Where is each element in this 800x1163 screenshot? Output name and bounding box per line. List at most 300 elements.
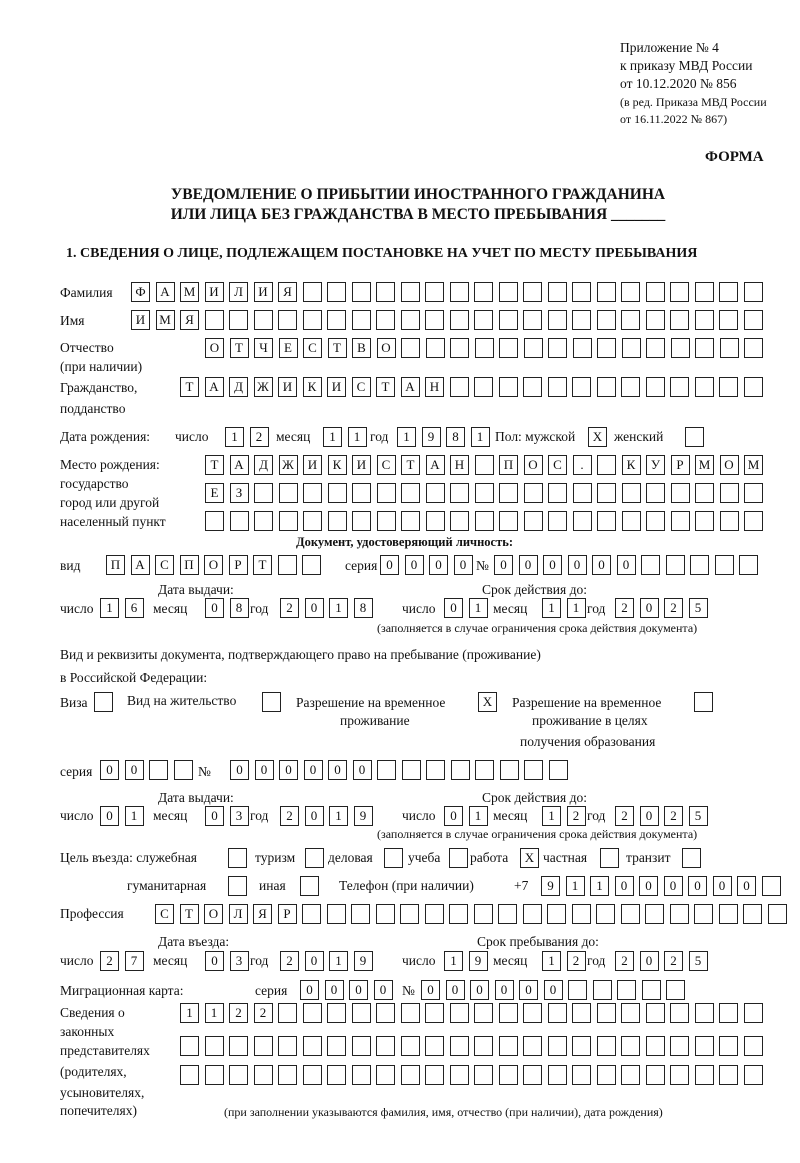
char-box-legal3[interactable] (499, 1065, 518, 1085)
char-box-citizenship[interactable]: Д (229, 377, 248, 397)
char-box-legal1[interactable] (695, 1003, 714, 1023)
char-box-rIssYear[interactable]: 9 (354, 806, 373, 826)
char-box-profession[interactable]: О (204, 904, 223, 924)
char-box-migNumber[interactable]: 0 (495, 980, 514, 1000)
char-box-pob1[interactable]: Ж (279, 455, 298, 475)
char-box-patronymic[interactable]: С (303, 338, 322, 358)
char-box-legal3[interactable] (303, 1065, 322, 1085)
char-box-surname[interactable] (401, 282, 420, 302)
char-box-profession[interactable] (425, 904, 444, 924)
char-box-pob2[interactable]: Е (205, 483, 224, 503)
char-box-dobYear[interactable]: 9 (422, 427, 441, 447)
char-box-legal2[interactable] (670, 1036, 689, 1056)
char-box-citizenship[interactable] (621, 377, 640, 397)
char-box-patronymic[interactable]: О (377, 338, 396, 358)
char-box-name[interactable] (450, 310, 469, 330)
char-box-legal3[interactable] (278, 1065, 297, 1085)
char-box-surname[interactable] (523, 282, 542, 302)
char-box-legal2[interactable] (474, 1036, 493, 1056)
char-box-pob3[interactable] (671, 511, 690, 531)
char-box-surname[interactable]: М (180, 282, 199, 302)
char-box-rIssDay[interactable]: 1 (125, 806, 144, 826)
char-box-legal2[interactable] (744, 1036, 763, 1056)
char-box-phone[interactable]: 9 (541, 876, 560, 896)
char-box-legal3[interactable] (180, 1065, 199, 1085)
char-box-entYear[interactable]: 0 (305, 951, 324, 971)
char-box-migSeries[interactable]: 0 (349, 980, 368, 1000)
char-box-pob1[interactable]: Н (450, 455, 469, 475)
char-box-rNumber[interactable] (377, 760, 396, 780)
char-box-citizenship[interactable]: К (303, 377, 322, 397)
char-box-pob3[interactable] (450, 511, 469, 531)
char-box-legal3[interactable] (450, 1065, 469, 1085)
char-box-valYear[interactable]: 0 (640, 598, 659, 618)
char-box-rNumber[interactable]: 0 (230, 760, 249, 780)
char-box-entYear[interactable]: 1 (329, 951, 348, 971)
char-box-surname[interactable] (327, 282, 346, 302)
char-box-legal3[interactable] (646, 1065, 665, 1085)
char-box-legal2[interactable] (548, 1036, 567, 1056)
char-box-stayYear[interactable]: 2 (664, 951, 683, 971)
char-box-profession[interactable]: Л (229, 904, 248, 924)
char-box-profession[interactable] (498, 904, 517, 924)
char-box-legal1[interactable] (719, 1003, 738, 1023)
char-box-migNumber[interactable] (617, 980, 636, 1000)
char-box-rValYear[interactable]: 2 (615, 806, 634, 826)
char-box-citizenship[interactable] (719, 377, 738, 397)
char-box-pob1[interactable]: Р (671, 455, 690, 475)
char-box-legal2[interactable] (597, 1036, 616, 1056)
char-box-pob3[interactable] (279, 511, 298, 531)
checkbox-pTransit[interactable] (682, 848, 701, 868)
char-box-legal3[interactable] (597, 1065, 616, 1085)
char-box-pob3[interactable] (303, 511, 322, 531)
char-box-phone[interactable]: 1 (566, 876, 585, 896)
char-box-legal2[interactable] (401, 1036, 420, 1056)
char-box-docNumber[interactable] (666, 555, 685, 575)
char-box-surname[interactable] (303, 282, 322, 302)
checkbox-pPrivate[interactable] (600, 848, 619, 868)
char-box-dobYear[interactable]: 1 (397, 427, 416, 447)
char-box-patronymic[interactable] (671, 338, 690, 358)
char-box-pob1[interactable]: . (573, 455, 592, 475)
char-box-legal1[interactable] (621, 1003, 640, 1023)
char-box-profession[interactable] (645, 904, 664, 924)
char-box-issDay[interactable]: 6 (125, 598, 144, 618)
char-box-name[interactable] (719, 310, 738, 330)
char-box-name[interactable] (646, 310, 665, 330)
char-box-patronymic[interactable]: Т (328, 338, 347, 358)
char-box-rNumber[interactable] (475, 760, 494, 780)
char-box-pob2[interactable] (573, 483, 592, 503)
checkbox-pWork[interactable]: X (520, 848, 539, 868)
char-box-legal2[interactable] (695, 1036, 714, 1056)
char-box-stayDay[interactable]: 1 (444, 951, 463, 971)
char-box-pob3[interactable] (401, 511, 420, 531)
char-box-legal3[interactable] (548, 1065, 567, 1085)
char-box-name[interactable] (670, 310, 689, 330)
char-box-entMonth[interactable]: 3 (230, 951, 249, 971)
char-box-pob3[interactable] (475, 511, 494, 531)
char-box-name[interactable] (278, 310, 297, 330)
char-box-pob2[interactable] (352, 483, 371, 503)
char-box-issMonth[interactable]: 8 (230, 598, 249, 618)
char-box-patronymic[interactable]: Ч (254, 338, 273, 358)
char-box-pob3[interactable] (744, 511, 763, 531)
char-box-surname[interactable] (744, 282, 763, 302)
char-box-pob2[interactable] (597, 483, 616, 503)
char-box-patronymic[interactable] (401, 338, 420, 358)
char-box-pob2[interactable] (450, 483, 469, 503)
char-box-pob3[interactable] (524, 511, 543, 531)
char-box-docNumber[interactable]: 0 (494, 555, 513, 575)
char-box-name[interactable] (744, 310, 763, 330)
char-box-surname[interactable]: А (156, 282, 175, 302)
char-box-profession[interactable] (719, 904, 738, 924)
char-box-profession[interactable] (474, 904, 493, 924)
char-box-pob3[interactable] (622, 511, 641, 531)
char-box-pob1[interactable] (475, 455, 494, 475)
char-box-rIssDay[interactable]: 0 (100, 806, 119, 826)
char-box-rSeries[interactable]: 0 (125, 760, 144, 780)
char-box-pob3[interactable] (548, 511, 567, 531)
char-box-rValYear[interactable]: 2 (664, 806, 683, 826)
char-box-docKind[interactable]: Р (229, 555, 248, 575)
char-box-patronymic[interactable]: В (352, 338, 371, 358)
char-box-entDay[interactable]: 7 (125, 951, 144, 971)
char-box-migNumber[interactable]: 0 (544, 980, 563, 1000)
char-box-pob2[interactable] (401, 483, 420, 503)
char-box-legal3[interactable] (621, 1065, 640, 1085)
char-box-migNumber[interactable] (666, 980, 685, 1000)
char-box-legal2[interactable] (499, 1036, 518, 1056)
char-box-profession[interactable] (670, 904, 689, 924)
char-box-citizenship[interactable] (695, 377, 714, 397)
char-box-docKind[interactable]: О (204, 555, 223, 575)
char-box-rIssYear[interactable]: 1 (329, 806, 348, 826)
char-box-pob1[interactable]: Т (401, 455, 420, 475)
char-box-profession[interactable] (351, 904, 370, 924)
char-box-pob2[interactable]: З (230, 483, 249, 503)
char-box-legal1[interactable] (646, 1003, 665, 1023)
char-box-issYear[interactable]: 0 (305, 598, 324, 618)
char-box-pob3[interactable] (426, 511, 445, 531)
char-box-phone[interactable]: 1 (590, 876, 609, 896)
char-box-legal3[interactable] (695, 1065, 714, 1085)
char-box-docNumber[interactable] (739, 555, 758, 575)
checkbox-trpEdu[interactable] (694, 692, 713, 712)
char-box-legal1[interactable] (548, 1003, 567, 1023)
checkbox-pService[interactable] (228, 848, 247, 868)
char-box-legal2[interactable] (303, 1036, 322, 1056)
char-box-legal2[interactable] (450, 1036, 469, 1056)
char-box-legal1[interactable] (376, 1003, 395, 1023)
char-box-patronymic[interactable] (450, 338, 469, 358)
char-box-pob1[interactable]: А (426, 455, 445, 475)
char-box-dobYear[interactable]: 1 (471, 427, 490, 447)
char-box-valDay[interactable]: 0 (444, 598, 463, 618)
char-box-pob2[interactable] (744, 483, 763, 503)
char-box-docNumber[interactable]: 0 (617, 555, 636, 575)
char-box-name[interactable] (572, 310, 591, 330)
char-box-legal3[interactable] (744, 1065, 763, 1085)
char-box-name[interactable] (597, 310, 616, 330)
char-box-pob1[interactable]: А (230, 455, 249, 475)
char-box-rValDay[interactable]: 0 (444, 806, 463, 826)
char-box-surname[interactable] (376, 282, 395, 302)
char-box-patronymic[interactable] (426, 338, 445, 358)
char-box-surname[interactable]: И (205, 282, 224, 302)
char-box-surname[interactable]: Ф (131, 282, 150, 302)
char-box-legal2[interactable] (180, 1036, 199, 1056)
char-box-citizenship[interactable] (597, 377, 616, 397)
char-box-valYear[interactable]: 2 (664, 598, 683, 618)
char-box-migNumber[interactable]: 0 (421, 980, 440, 1000)
char-box-surname[interactable]: И (254, 282, 273, 302)
checkbox-pOther[interactable] (300, 876, 319, 896)
char-box-docKind[interactable] (278, 555, 297, 575)
char-box-name[interactable] (254, 310, 273, 330)
char-box-stayDay[interactable]: 9 (469, 951, 488, 971)
char-box-profession[interactable] (400, 904, 419, 924)
char-box-pob3[interactable] (720, 511, 739, 531)
char-box-pob3[interactable] (254, 511, 273, 531)
char-box-pob2[interactable] (426, 483, 445, 503)
char-box-legal1[interactable] (523, 1003, 542, 1023)
char-box-pob3[interactable] (597, 511, 616, 531)
char-box-legal1[interactable]: 1 (205, 1003, 224, 1023)
char-box-rValMonth[interactable]: 1 (542, 806, 561, 826)
char-box-pob1[interactable]: И (352, 455, 371, 475)
char-box-issYear[interactable]: 2 (280, 598, 299, 618)
char-box-rSeries[interactable] (174, 760, 193, 780)
char-box-rIssYear[interactable]: 2 (280, 806, 299, 826)
char-box-patronymic[interactable] (695, 338, 714, 358)
char-box-dobMonth[interactable]: 1 (323, 427, 342, 447)
char-box-docSeries[interactable]: 0 (429, 555, 448, 575)
char-box-legal2[interactable] (352, 1036, 371, 1056)
char-box-pob1[interactable]: У (646, 455, 665, 475)
char-box-entMonth[interactable]: 0 (205, 951, 224, 971)
char-box-legal3[interactable] (670, 1065, 689, 1085)
char-box-migNumber[interactable] (568, 980, 587, 1000)
char-box-citizenship[interactable]: Н (425, 377, 444, 397)
char-box-citizenship[interactable] (474, 377, 493, 397)
char-box-patronymic[interactable] (548, 338, 567, 358)
char-box-profession[interactable] (327, 904, 346, 924)
char-box-stayMonth[interactable]: 1 (542, 951, 561, 971)
char-box-entYear[interactable]: 2 (280, 951, 299, 971)
char-box-surname[interactable] (352, 282, 371, 302)
char-box-legal3[interactable] (352, 1065, 371, 1085)
char-box-docNumber[interactable]: 0 (519, 555, 538, 575)
char-box-legal2[interactable] (425, 1036, 444, 1056)
char-box-patronymic[interactable] (499, 338, 518, 358)
char-box-citizenship[interactable]: Т (180, 377, 199, 397)
char-box-issMonth[interactable]: 0 (205, 598, 224, 618)
char-box-migNumber[interactable]: 0 (470, 980, 489, 1000)
char-box-citizenship[interactable] (499, 377, 518, 397)
char-box-legal1[interactable]: 1 (180, 1003, 199, 1023)
char-box-migSeries[interactable]: 0 (300, 980, 319, 1000)
char-box-legal2[interactable] (278, 1036, 297, 1056)
char-box-patronymic[interactable] (622, 338, 641, 358)
char-box-citizenship[interactable] (670, 377, 689, 397)
char-box-docSeries[interactable]: 0 (380, 555, 399, 575)
char-box-docKind[interactable]: С (155, 555, 174, 575)
char-box-pob1[interactable]: М (695, 455, 714, 475)
char-box-rNumber[interactable]: 0 (279, 760, 298, 780)
char-box-phone[interactable]: 0 (664, 876, 683, 896)
char-box-legal3[interactable] (474, 1065, 493, 1085)
char-box-docNumber[interactable]: 0 (568, 555, 587, 575)
char-box-name[interactable] (327, 310, 346, 330)
char-box-legal2[interactable] (523, 1036, 542, 1056)
char-box-pob2[interactable] (671, 483, 690, 503)
char-box-profession[interactable] (596, 904, 615, 924)
char-box-profession[interactable] (572, 904, 591, 924)
char-box-profession[interactable] (768, 904, 787, 924)
char-box-surname[interactable] (572, 282, 591, 302)
char-box-legal1[interactable] (450, 1003, 469, 1023)
char-box-name[interactable] (621, 310, 640, 330)
char-box-profession[interactable]: С (155, 904, 174, 924)
char-box-rNumber[interactable]: 0 (353, 760, 372, 780)
char-box-profession[interactable] (547, 904, 566, 924)
char-box-rIssMonth[interactable]: 0 (205, 806, 224, 826)
char-box-legal3[interactable] (719, 1065, 738, 1085)
char-box-rNumber[interactable] (549, 760, 568, 780)
char-box-docKind[interactable] (302, 555, 321, 575)
char-box-legal3[interactable] (376, 1065, 395, 1085)
char-box-name[interactable]: И (131, 310, 150, 330)
char-box-pob2[interactable] (720, 483, 739, 503)
char-box-pob2[interactable] (646, 483, 665, 503)
char-box-surname[interactable] (499, 282, 518, 302)
char-box-citizenship[interactable] (548, 377, 567, 397)
char-box-phone[interactable] (762, 876, 781, 896)
char-box-citizenship[interactable]: С (352, 377, 371, 397)
char-box-name[interactable]: М (156, 310, 175, 330)
checkbox-trp[interactable]: X (478, 692, 497, 712)
char-box-rValYear[interactable]: 5 (689, 806, 708, 826)
char-box-legal1[interactable] (670, 1003, 689, 1023)
char-box-legal2[interactable] (376, 1036, 395, 1056)
char-box-legal1[interactable] (499, 1003, 518, 1023)
char-box-phone[interactable]: 0 (737, 876, 756, 896)
char-box-pob2[interactable] (279, 483, 298, 503)
char-box-patronymic[interactable] (475, 338, 494, 358)
char-box-migSeries[interactable]: 0 (374, 980, 393, 1000)
char-box-phone[interactable]: 0 (639, 876, 658, 896)
checkbox-female[interactable] (685, 427, 704, 447)
char-box-surname[interactable] (450, 282, 469, 302)
char-box-citizenship[interactable]: Ж (254, 377, 273, 397)
char-box-name[interactable] (376, 310, 395, 330)
char-box-citizenship[interactable] (523, 377, 542, 397)
char-box-name[interactable] (474, 310, 493, 330)
char-box-pob1[interactable]: П (499, 455, 518, 475)
char-box-legal3[interactable] (327, 1065, 346, 1085)
char-box-name[interactable] (401, 310, 420, 330)
char-box-pob1[interactable]: Т (205, 455, 224, 475)
char-box-citizenship[interactable]: Т (376, 377, 395, 397)
char-box-dobYear[interactable]: 8 (446, 427, 465, 447)
char-box-migNumber[interactable]: 0 (446, 980, 465, 1000)
char-box-legal3[interactable] (205, 1065, 224, 1085)
char-box-pob2[interactable] (548, 483, 567, 503)
char-box-rValYear[interactable]: 0 (640, 806, 659, 826)
char-box-legal2[interactable] (646, 1036, 665, 1056)
char-box-legal3[interactable] (523, 1065, 542, 1085)
char-box-docSeries[interactable]: 0 (454, 555, 473, 575)
char-box-patronymic[interactable] (573, 338, 592, 358)
char-box-migNumber[interactable] (642, 980, 661, 1000)
char-box-pob1[interactable]: О (720, 455, 739, 475)
char-box-legal2[interactable] (327, 1036, 346, 1056)
char-box-docNumber[interactable]: 0 (592, 555, 611, 575)
char-box-profession[interactable] (523, 904, 542, 924)
char-box-rNumber[interactable]: 0 (304, 760, 323, 780)
char-box-pob3[interactable] (573, 511, 592, 531)
char-box-name[interactable] (229, 310, 248, 330)
char-box-surname[interactable] (695, 282, 714, 302)
char-box-surname[interactable] (548, 282, 567, 302)
char-box-legal3[interactable] (254, 1065, 273, 1085)
char-box-pob3[interactable] (328, 511, 347, 531)
char-box-name[interactable] (548, 310, 567, 330)
char-box-surname[interactable]: Л (229, 282, 248, 302)
char-box-pob3[interactable] (646, 511, 665, 531)
char-box-legal3[interactable] (572, 1065, 591, 1085)
char-box-legal1[interactable] (278, 1003, 297, 1023)
char-box-pob2[interactable] (622, 483, 641, 503)
char-box-docKind[interactable]: А (131, 555, 150, 575)
char-box-name[interactable] (695, 310, 714, 330)
char-box-valMonth[interactable]: 1 (542, 598, 561, 618)
checkbox-pHumanitarian[interactable] (228, 876, 247, 896)
char-box-rValMonth[interactable]: 2 (567, 806, 586, 826)
char-box-name[interactable]: Я (180, 310, 199, 330)
char-box-pob3[interactable] (352, 511, 371, 531)
char-box-surname[interactable] (719, 282, 738, 302)
char-box-citizenship[interactable]: А (401, 377, 420, 397)
char-box-name[interactable] (523, 310, 542, 330)
char-box-pob3[interactable] (695, 511, 714, 531)
char-box-legal2[interactable] (254, 1036, 273, 1056)
char-box-migNumber[interactable] (593, 980, 612, 1000)
char-box-rIssYear[interactable]: 0 (305, 806, 324, 826)
char-box-phone[interactable]: 0 (713, 876, 732, 896)
char-box-valDay[interactable]: 1 (469, 598, 488, 618)
char-box-entYear[interactable]: 9 (354, 951, 373, 971)
char-box-docNumber[interactable] (690, 555, 709, 575)
char-box-legal2[interactable] (719, 1036, 738, 1056)
char-box-name[interactable] (205, 310, 224, 330)
char-box-migNumber[interactable]: 0 (519, 980, 538, 1000)
char-box-valMonth[interactable]: 1 (567, 598, 586, 618)
char-box-patronymic[interactable]: О (205, 338, 224, 358)
char-box-legal2[interactable] (572, 1036, 591, 1056)
char-box-legal1[interactable]: 2 (254, 1003, 273, 1023)
char-box-pob2[interactable] (254, 483, 273, 503)
checkbox-residence[interactable] (262, 692, 281, 712)
char-box-docKind[interactable]: Т (253, 555, 272, 575)
char-box-rNumber[interactable] (500, 760, 519, 780)
char-box-legal1[interactable]: 2 (229, 1003, 248, 1023)
char-box-dobDay[interactable]: 2 (250, 427, 269, 447)
char-box-citizenship[interactable] (450, 377, 469, 397)
